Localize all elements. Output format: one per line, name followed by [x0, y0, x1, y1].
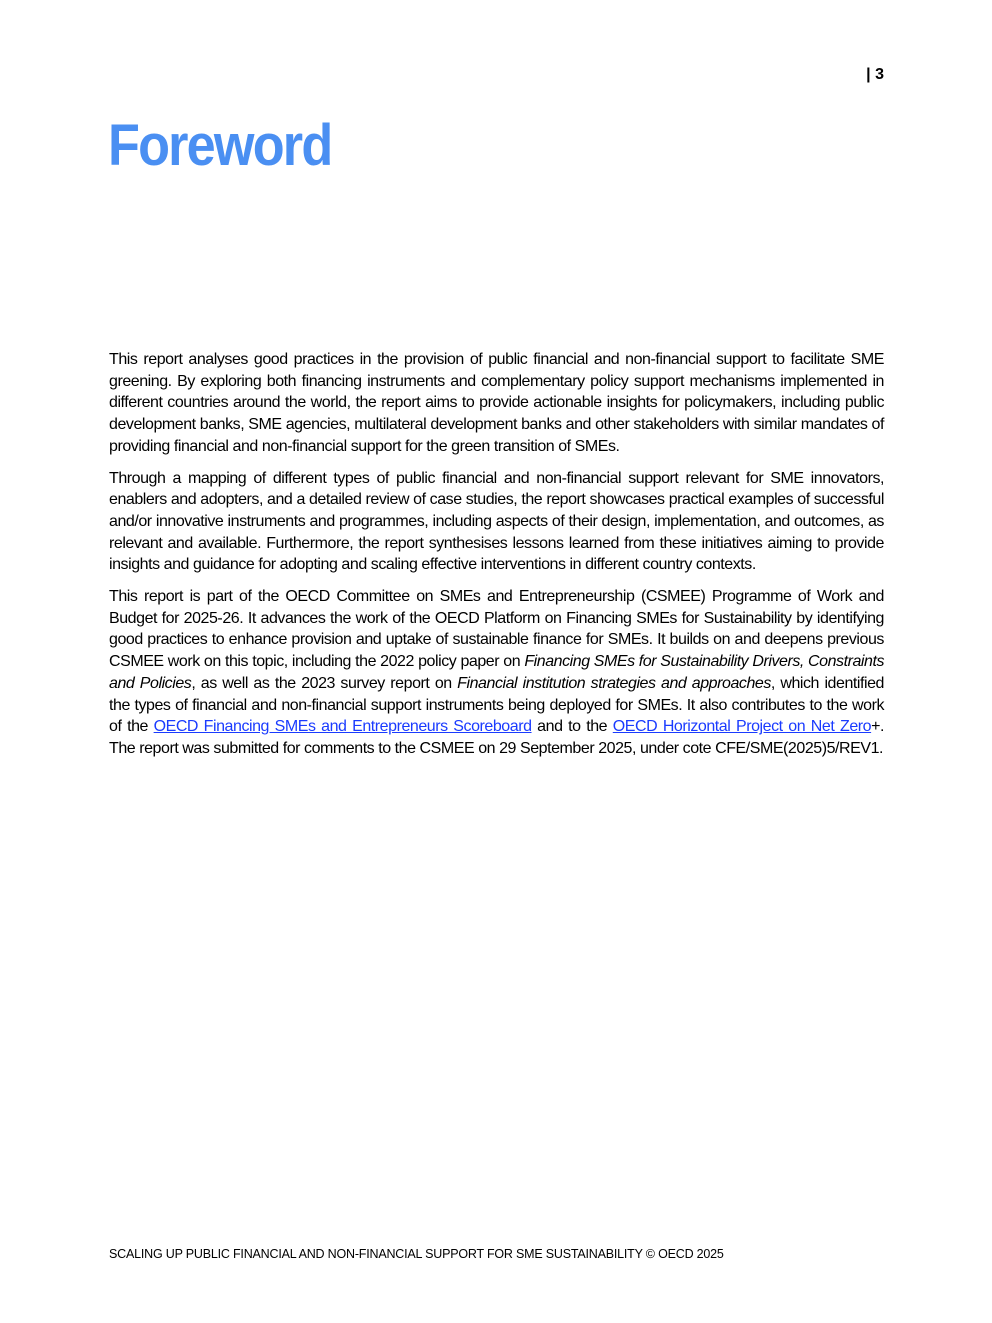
- paragraph-3-text: and to the: [531, 718, 613, 736]
- survey-report-title: Financial institution strategies and approaches: [457, 674, 771, 692]
- page-footer: SCALING UP PUBLIC FINANCIAL AND NON-FINANCIAL SUPPORT FOR SME SUSTAINABILITY © OECD 2025: [109, 1247, 724, 1261]
- body-text: [109, 349, 884, 770]
- net-zero-project-link[interactable]: OECD Horizontal Project on Net Zero: [612, 718, 872, 736]
- paragraph-2: Through a mapping of different types of public financial and non-financial support relevant for SME innovators, enablers and adopters, and a detailed review of case studies, the report showcases practical examples of successful and/or innovative instruments and programmes, including aspects of their design, implementation, and outcomes, as relevant and available. Furthermore, the report synthesises lessons learned from these initiatives aiming to provide insights and guidance for adopting and scaling effective interventions in different country contexts.: [109, 469, 884, 574]
- page-title: Foreword: [108, 113, 332, 178]
- paragraph-3-text: This report is part of the OECD Committee on SMEs and Entrepreneurship (CSMEE) Programme of Work and Budget for 2025-26. It advances the work of the OECD Platform on Financing SMEs for Sustainability by identifying good practices to enhance provision and uptake of sustainable finance for SMEs. It builds on and deepens previous CSMEE work on this topic, including the 2022 policy paper on: [109, 588, 884, 671]
- policy-paper-title: Financing SMEs for Sustainability Drivers, Constraints and Policies: [109, 653, 884, 692]
- paragraph-3: [109, 586, 884, 760]
- paragraph-3-text: , which identified the types of financial and non-financial support instruments being deployed for SMEs. It also contributes to the work of the: [109, 674, 884, 736]
- paragraph-3-text: , as well as the 2023 survey report on: [191, 674, 458, 692]
- paragraph-3-text: +. The report was submitted for comments to the CSMEE on 29 September 2025, under cote CFE/SME(2025)5/REV1.: [109, 718, 884, 757]
- scoreboard-link[interactable]: OECD Financing SMEs and Entrepreneurs Scoreboard: [153, 718, 532, 736]
- paragraph-1: This report analyses good practices in the provision of public financial and non-financial support to facilitate SME greening. By exploring both financing instruments and complementary policy support mechanisms implemented in different countries around the world, the report aims to provide actionable insights for policymakers, including public development banks, SME agencies, multilateral development banks and other stakeholders with similar mandates of providing financial and non-financial support for the green transition of SMEs.: [109, 351, 884, 455]
- page-number: | 3: [866, 66, 884, 83]
